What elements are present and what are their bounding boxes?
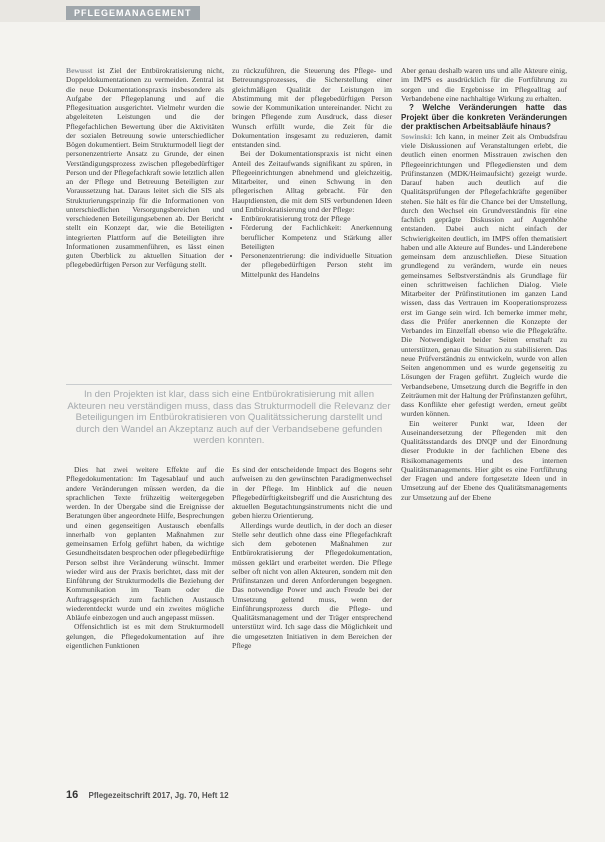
paragraph: Dies hat zwei weitere Effekte auf die Pflegedokumentation: Im Tagesablauf und auch andere Veränderungen müssen werden, da die sprachlichen Texte frühzeitig weitergegeben werden. In der Übergabe sind die Ereignisse der Beratungen über angeordnete Hilfe, Besprechungen und einen gegenseitigen Austausch ebenfalls innerhalb von geplanten Maßnahmen zur gemeinsamen Erfolg geführt haben, da wichtige Gesundheitsdaten besprochen oder pflegebedürftige Person selbst ihre Veränderung wünscht. Immer wieder wird aus der Praxis berichtet, dass mit der Einführung der Strukturmodells die Beziehung der Kommunikation im Team oder die Auftragsgespräch zum fachlichen Austausch wiederentdeckt wurde und ein zweites mögliche Abläufe einbezogen und auch angepasst müssen. bbox=[66, 465, 224, 622]
journal-citation: Pflegezeitschrift 2017, Jg. 70, Heft 12 bbox=[88, 791, 229, 800]
paragraph: Offensichtlich ist es mit dem Strukturmodell gelungen, die Pflegedokumentation auf ihre eigentlichen Funktionen bbox=[66, 622, 224, 650]
column-left-bottom bbox=[66, 465, 224, 650]
pull-quote: In den Projekten ist klar, dass sich eine Entbürokratisierung mit allen Akteuren neu verständigen muss, dass das Strukturmodell die Relevanz der Beteiligungen im Entbürokratisieren von Qualitätssicherung darstellt und durch den Wandel an Akzeptanz auch auf der Verbandsebene gefunden werden konnten. bbox=[66, 384, 392, 457]
list-item: • Entbürokratisierung trotz der Pflege bbox=[241, 214, 392, 223]
list-item: • Personenzentrierung: die individuelle Situation der pflegebedürftigen Person steht im Mittelpunkt des Handelns bbox=[241, 251, 392, 279]
paragraph: Aber genau deshalb waren uns und alle Akteure einig, im IMPS es ausdrücklich für die Fortführung zu sorgen und die Ergebnisse im Pflegealltag auf Verbandebene eine nachhaltige Wirkung zu erhalten. bbox=[401, 66, 567, 103]
page-number: 16 bbox=[66, 789, 79, 801]
answer-text: Ich kann, in meiner Zeit als Ombudsfrau viele Diskussionen auf Veranstaltungen erlebt, die deutlich einen enormen Misstrauen zwischen den Pflegeeinrichtungen und Pflegediensten und dem Prüfinstanzen (MDK/Heimaufsicht) gezeigt wurde. Darauf haben auch deutlich auf die Qualitätsprüfungen der Pflegefachkräfte gegenüber stehen. Sie hält es für die Chance bei der Umstellung, durch den Wechsel ein Grundverständnis für eine fachlich geprägte Diskussion auf Augenhöhe entstanden. Dabei auch nicht einfach der Schwierigkeiten deutlich, im IMPS offen thematisiert haben und alle Akteure auf Bundes- und Länderebene gemeinsam dem anzuschließen. Diese Situation grundlegend zu verändern, wurde ein neues gemeinsames Selbstverständnis als Grundlage für einen schrittweisen fachlichen Dialog. Viele Mitarbeiter der Prüfinstitutionen im ganzen Land wissen, dass das Vertrauen im Kooperationsprozess erst im Gange sein wird. Ich bemerke immer mehr, dass die Prüfer anerkennen die Konzepte der Verbandes im Einzelfall ebenso wie die Pflegekräfte. Die Notwendigkeit beider Seiten ernsthaft zu unterstützen, genau die Situation zu stabilisieren. Das neue Prüfverständnis zu entwickeln, wurde von allen Seiten angenommen und es wurde gegenseitig zu Lösungen der Fragen geführt. Zugleich wurde die Verbandsebene, Umsetzung durch die Begriffe in den Zeiträumen mit der Haltung der Prüfinstanzen geführt, dass Konflikte eher gefestigt werden, erneut geübt wurden können. bbox=[401, 131, 567, 419]
paragraph: Ein weiterer Punkt war, Ideen der Auseinandersetzung der Pflegenden mit den Qualitätsstandards des DNQP und der Einordnung dieser Produkte in der fachlichen Ebene des Risikomanagements und des internen Qualitätsmanagements. Hier gibt es eine Fortführung der Fragen und andere fortgesetzte Ideen und in Umsetzung auf der Ebene des Qualitätsmanagements zur Umsetzung auf der Ebene bbox=[401, 418, 567, 502]
bullet-list bbox=[232, 214, 392, 279]
column-left-top bbox=[66, 66, 224, 270]
column-middle-bottom bbox=[232, 465, 392, 650]
interview-answer bbox=[401, 132, 567, 419]
speaker-name: Sowinski: bbox=[401, 131, 433, 141]
paragraph: Allerdings wurde deutlich, in der doch an dieser Stelle sehr deutlich ohne dass eine Pflegefachkraft sich dem gebotenen Maßnahmen zur Entbürokratisierung der Pflegedokumentation, müssen geklärt und erarbeitet werden. Die Pflege selber oft nicht von allen Akteuren, sondern mit den Prüfinstanzen und deren Anforderungen begegnen. Das notwendige Power und auch Freude bei der Umsetzung geltend muss, wenn der Einführungsprozess durch die Pflege- und Qualitätsmanagement und der Träger entsprechend unterstützt wird. Ich sage dass die Möglichkeit und die umgesetzten Initiativen in dem Bereichen der Pflege bbox=[232, 520, 392, 650]
column-middle-top bbox=[232, 66, 392, 279]
column-right bbox=[401, 66, 567, 502]
section-tag: PFLEGEMANAGEMENT bbox=[66, 6, 200, 20]
list-item: • Förderung der Fachlichkeit: Anerkennung beruflicher Kompetenz und Stärkung aller Beteiligten bbox=[241, 223, 392, 251]
page-footer bbox=[66, 789, 229, 801]
paragraph bbox=[66, 66, 224, 270]
paragraph: Bei der Dokumentationspraxis ist nicht einen Anteil des Zeitaufwands signifikant zu spüren, in Pflegeeinrichtungen abnehmend und gleichzeitig, Mitarbeiter, und einen Schwung in den pflegerischen Alltag gebracht. Für den Hauptdiensten, die mit dem SIS verbundenen Ideen und Entbürokratisierung und der Pflege: bbox=[232, 149, 392, 214]
lead-word: Bewusst bbox=[66, 66, 93, 75]
paragraph: Es sind der entscheidende Impact des Bogens sehr aufweisen zu den gewünschten Paradigmenwechsel in der Pflege. Im Hinblick auf die neuen Pflegebedürftigkeitsbegriff und die Ausrichtung des aktuellen Begutachtungsinstruments nicht die und geben hierzu Orientierung. bbox=[232, 465, 392, 521]
paragraph: zu rückzuführen, die Steuerung des Pflege- und Betreuungsprozesses, die Sicherstellung einer gleichmäßigen Qualität der Leistungen im Abstimmung mit der pflegebedürftigen Person sowie der Kommunikation untereinander. Nicht zu bringen Pflegende zum Ausdruck, dass dieser Wunsch erfüllt wurde, die Zeit für die Dokumentation insgesamt zu reduzieren, damit entstanden sind. bbox=[232, 66, 392, 149]
paragraph-text: ist Ziel der Entbürokratisierung nicht, Doppeldokumentationen zu vermeiden. Zentral ist die neue Dokumentationspraxis insbesondere als Aufgabe der Pflegeplanung und auf die Pflegesituation ausgerichtet. Vielmehr wurden die abgeleiteten Leistungen und die der Pflegefachlichen Bewertung über die Aktivitäten der sozialen Betreuung sowie unterschiedlicher Bögen dokumentiert. Beim Strukturmodell liegt der personenzentrierte Ansatz zu Grunde, der einen Verständigungsprozess zwischen pflegebedürftiger Person und der Pflegefachkraft sowie letztlich allen an der Pflege und Betreuung Beteiligten zur Voraussetzung hat. Daraus leitet sich die SIS als Strukturierungsprinzip für die Informationen von unterschiedlichen Versorgungsbereichen und verschiedenen Beteiligungsebenen ab. Der Bericht stellt ein Konzept dar, wie die Beteiligten integrierten Plattform auf die Beteiligten ihre Informationen zusammenführen, es lässt einen guten Überblick zu aktuellen Situation der pflegebedürftigen Person zur Verfügung stellt. bbox=[66, 66, 224, 270]
interview-question: ? Welche Veränderungen hatte das Projekt über die konkreten Veränderungen der praktischen Arbeitsabläufe hinaus? bbox=[401, 103, 567, 132]
